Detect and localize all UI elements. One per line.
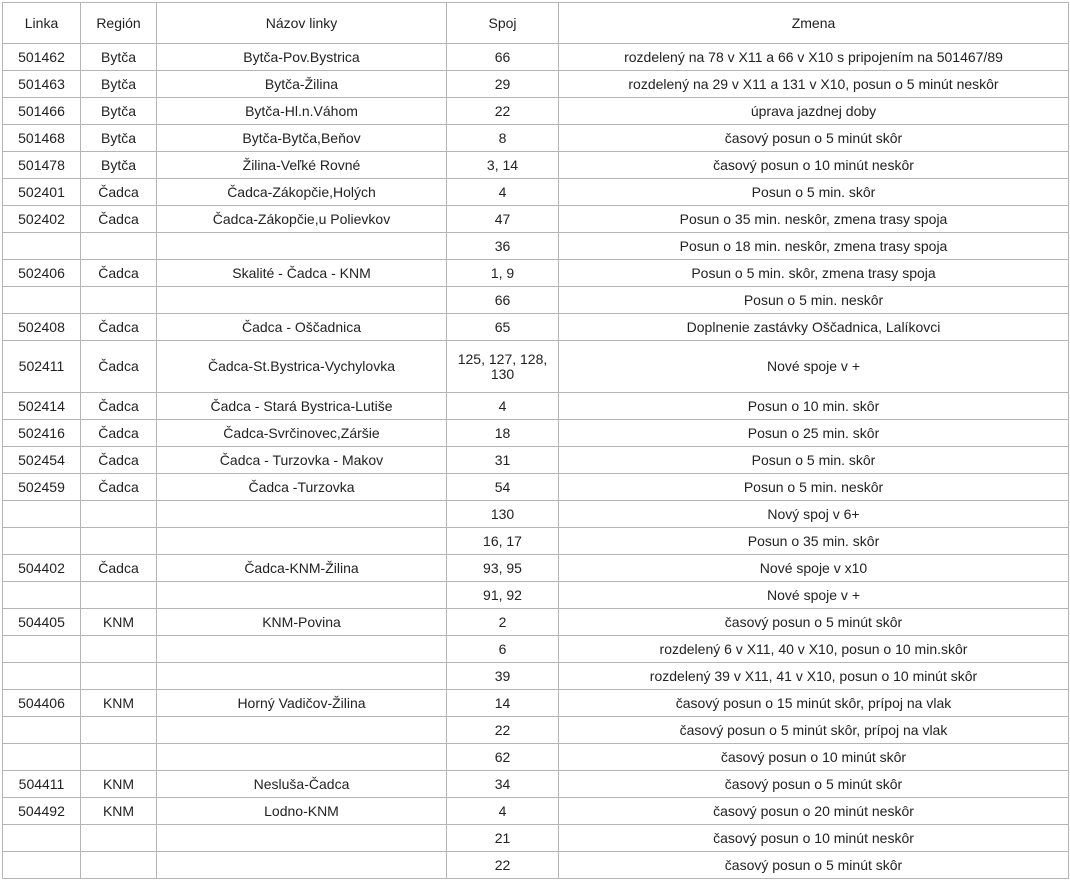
cell-linka: 502401 <box>3 179 81 206</box>
table-row <box>3 555 1069 582</box>
cell-nazov-linky <box>157 825 447 852</box>
cell-region: Čadca <box>81 420 157 447</box>
cell-spoj: 130 <box>447 501 559 528</box>
cell-nazov-linky <box>157 287 447 314</box>
cell-zmena: časový posun o 5 minút skôr <box>559 125 1069 152</box>
cell-spoj: 3, 14 <box>447 152 559 179</box>
cell-region: KNM <box>81 771 157 798</box>
cell-linka: 502416 <box>3 420 81 447</box>
cell-zmena: časový posun o 5 minút skôr <box>559 609 1069 636</box>
table-row <box>3 717 1069 744</box>
cell-linka: 504405 <box>3 609 81 636</box>
cell-spoj: 66 <box>447 44 559 71</box>
cell-zmena: Posun o 5 min. skôr <box>559 447 1069 474</box>
cell-spoj: 29 <box>447 71 559 98</box>
table-row <box>3 663 1069 690</box>
cell-region: Bytča <box>81 98 157 125</box>
cell-spoj: 125, 127, 128, 130 <box>447 341 559 393</box>
cell-linka <box>3 582 81 609</box>
cell-linka: 501468 <box>3 125 81 152</box>
table-row <box>3 44 1069 71</box>
table-row <box>3 582 1069 609</box>
cell-region <box>81 717 157 744</box>
cell-linka <box>3 852 81 879</box>
cell-nazov-linky: Čadca-St.Bystrica-Vychylovka <box>157 341 447 393</box>
cell-nazov-linky <box>157 744 447 771</box>
table-row <box>3 152 1069 179</box>
cell-zmena: Doplnenie zastávky Oščadnica, Lalíkovci <box>559 314 1069 341</box>
cell-linka <box>3 717 81 744</box>
cell-spoj: 22 <box>447 717 559 744</box>
cell-linka: 502408 <box>3 314 81 341</box>
cell-zmena: časový posun o 20 minút neskôr <box>559 798 1069 825</box>
table-row <box>3 314 1069 341</box>
cell-linka <box>3 825 81 852</box>
cell-zmena: Nové spoje v + <box>559 341 1069 393</box>
table-row <box>3 852 1069 879</box>
cell-nazov-linky: Bytča-Hl.n.Váhom <box>157 98 447 125</box>
table-row <box>3 798 1069 825</box>
cell-zmena: Posun o 5 min. neskôr <box>559 474 1069 501</box>
table-row <box>3 744 1069 771</box>
cell-linka: 504411 <box>3 771 81 798</box>
cell-linka: 501478 <box>3 152 81 179</box>
cell-region: Čadca <box>81 555 157 582</box>
cell-linka <box>3 501 81 528</box>
header-nazov-linky: Názov linky <box>157 3 447 44</box>
cell-spoj: 93, 95 <box>447 555 559 582</box>
cell-nazov-linky: Bytča-Žilina <box>157 71 447 98</box>
cell-linka <box>3 233 81 260</box>
table-row <box>3 179 1069 206</box>
cell-spoj: 47 <box>447 206 559 233</box>
cell-zmena: Posun o 18 min. neskôr, zmena trasy spoja <box>559 233 1069 260</box>
cell-spoj: 14 <box>447 690 559 717</box>
cell-nazov-linky: KNM-Povina <box>157 609 447 636</box>
table-row <box>3 420 1069 447</box>
cell-spoj: 34 <box>447 771 559 798</box>
cell-spoj: 4 <box>447 393 559 420</box>
cell-linka: 504402 <box>3 555 81 582</box>
cell-region: Čadca <box>81 206 157 233</box>
cell-region <box>81 636 157 663</box>
cell-region: Čadca <box>81 260 157 287</box>
cell-zmena: Posun o 25 min. skôr <box>559 420 1069 447</box>
cell-nazov-linky <box>157 501 447 528</box>
cell-linka: 502454 <box>3 447 81 474</box>
cell-spoj: 31 <box>447 447 559 474</box>
cell-nazov-linky: Lodno-KNM <box>157 798 447 825</box>
cell-nazov-linky <box>157 528 447 555</box>
cell-nazov-linky: Čadca-Svrčinovec,Záršie <box>157 420 447 447</box>
table-row <box>3 287 1069 314</box>
cell-region <box>81 582 157 609</box>
cell-region: Čadca <box>81 314 157 341</box>
cell-linka <box>3 663 81 690</box>
cell-zmena: časový posun o 5 minút skôr <box>559 852 1069 879</box>
cell-region <box>81 663 157 690</box>
cell-spoj: 22 <box>447 852 559 879</box>
cell-nazov-linky <box>157 582 447 609</box>
cell-zmena: časový posun o 15 minút skôr, prípoj na vlak <box>559 690 1069 717</box>
cell-linka: 504492 <box>3 798 81 825</box>
cell-zmena: Posun o 10 min. skôr <box>559 393 1069 420</box>
cell-zmena: časový posun o 5 minút skôr <box>559 771 1069 798</box>
cell-linka: 502459 <box>3 474 81 501</box>
cell-linka: 502406 <box>3 260 81 287</box>
cell-zmena: úprava jazdnej doby <box>559 98 1069 125</box>
cell-region <box>81 233 157 260</box>
header-region: Región <box>81 3 157 44</box>
cell-nazov-linky <box>157 636 447 663</box>
cell-region: Čadca <box>81 179 157 206</box>
cell-linka <box>3 744 81 771</box>
cell-nazov-linky: Žilina-Veľké Rovné <box>157 152 447 179</box>
table-row <box>3 474 1069 501</box>
table-row <box>3 206 1069 233</box>
cell-nazov-linky: Čadca - Oščadnica <box>157 314 447 341</box>
cell-region: Čadca <box>81 474 157 501</box>
cell-zmena: Posun o 5 min. neskôr <box>559 287 1069 314</box>
cell-spoj: 66 <box>447 287 559 314</box>
table-row <box>3 98 1069 125</box>
cell-spoj: 36 <box>447 233 559 260</box>
cell-region: Bytča <box>81 125 157 152</box>
cell-linka <box>3 528 81 555</box>
cell-region: KNM <box>81 690 157 717</box>
cell-spoj: 22 <box>447 98 559 125</box>
cell-region: Čadca <box>81 447 157 474</box>
table-row <box>3 825 1069 852</box>
cell-zmena: Nové spoje v + <box>559 582 1069 609</box>
cell-spoj: 54 <box>447 474 559 501</box>
schedule-changes-table <box>2 2 1069 879</box>
table-row <box>3 71 1069 98</box>
cell-linka: 501466 <box>3 98 81 125</box>
cell-nazov-linky <box>157 233 447 260</box>
cell-linka: 501462 <box>3 44 81 71</box>
cell-nazov-linky <box>157 717 447 744</box>
table-row <box>3 771 1069 798</box>
table-row <box>3 501 1069 528</box>
table-row <box>3 609 1069 636</box>
cell-nazov-linky: Čadca-KNM-Žilina <box>157 555 447 582</box>
cell-spoj: 1, 9 <box>447 260 559 287</box>
cell-linka: 502414 <box>3 393 81 420</box>
cell-zmena: rozdelený na 78 v X11 a 66 v X10 s pripojením na 501467/89 <box>559 44 1069 71</box>
cell-zmena: časový posun o 10 minút neskôr <box>559 152 1069 179</box>
cell-zmena: Posun o 35 min. skôr <box>559 528 1069 555</box>
cell-nazov-linky <box>157 663 447 690</box>
cell-nazov-linky: Bytča-Bytča,Beňov <box>157 125 447 152</box>
cell-region: Bytča <box>81 152 157 179</box>
cell-nazov-linky: Čadca - Turzovka - Makov <box>157 447 447 474</box>
table-row <box>3 125 1069 152</box>
cell-region <box>81 501 157 528</box>
cell-spoj: 4 <box>447 179 559 206</box>
cell-linka <box>3 636 81 663</box>
cell-spoj: 8 <box>447 125 559 152</box>
cell-spoj: 65 <box>447 314 559 341</box>
cell-zmena: Posun o 5 min. skôr, zmena trasy spoja <box>559 260 1069 287</box>
table-row <box>3 341 1069 393</box>
cell-spoj: 4 <box>447 798 559 825</box>
cell-linka: 504406 <box>3 690 81 717</box>
cell-nazov-linky: Čadca-Zákopčie,u Polievkov <box>157 206 447 233</box>
cell-region: KNM <box>81 798 157 825</box>
cell-linka <box>3 287 81 314</box>
header-row <box>3 3 1069 44</box>
table-row <box>3 260 1069 287</box>
cell-nazov-linky <box>157 852 447 879</box>
cell-nazov-linky: Čadca - Stará Bystrica-Lutiše <box>157 393 447 420</box>
cell-spoj: 91, 92 <box>447 582 559 609</box>
cell-region <box>81 528 157 555</box>
cell-nazov-linky: Horný Vadičov-Žilina <box>157 690 447 717</box>
cell-zmena: rozdelený na 29 v X11 a 131 v X10, posun o 5 minút neskôr <box>559 71 1069 98</box>
cell-nazov-linky: Skalité - Čadca - KNM <box>157 260 447 287</box>
cell-zmena: časový posun o 5 minút skôr, prípoj na vlak <box>559 717 1069 744</box>
cell-spoj: 18 <box>447 420 559 447</box>
table-row <box>3 528 1069 555</box>
cell-spoj: 21 <box>447 825 559 852</box>
cell-region: Čadca <box>81 341 157 393</box>
cell-nazov-linky: Čadca-Zákopčie,Holých <box>157 179 447 206</box>
cell-region <box>81 825 157 852</box>
cell-zmena: Nové spoje v x10 <box>559 555 1069 582</box>
header-spoj: Spoj <box>447 3 559 44</box>
cell-zmena: rozdelený 6 v X11, 40 v X10, posun o 10 min.skôr <box>559 636 1069 663</box>
cell-linka: 501463 <box>3 71 81 98</box>
table-row <box>3 393 1069 420</box>
cell-nazov-linky: Bytča-Pov.Bystrica <box>157 44 447 71</box>
cell-zmena: časový posun o 10 minút skôr <box>559 744 1069 771</box>
cell-zmena: časový posun o 10 minút neskôr <box>559 825 1069 852</box>
cell-region: Čadca <box>81 393 157 420</box>
cell-region <box>81 852 157 879</box>
cell-region: Bytča <box>81 71 157 98</box>
cell-zmena: Posun o 35 min. neskôr, zmena trasy spoja <box>559 206 1069 233</box>
cell-spoj: 39 <box>447 663 559 690</box>
cell-region: KNM <box>81 609 157 636</box>
table-row <box>3 447 1069 474</box>
table-row <box>3 636 1069 663</box>
cell-zmena: Posun o 5 min. skôr <box>559 179 1069 206</box>
cell-region <box>81 287 157 314</box>
cell-spoj: 6 <box>447 636 559 663</box>
cell-nazov-linky: Čadca -Turzovka <box>157 474 447 501</box>
cell-region <box>81 744 157 771</box>
cell-nazov-linky: Nesluša-Čadca <box>157 771 447 798</box>
table-row <box>3 690 1069 717</box>
cell-zmena: rozdelený 39 v X11, 41 v X10, posun o 10 minút skôr <box>559 663 1069 690</box>
header-linka: Linka <box>3 3 81 44</box>
cell-linka: 502402 <box>3 206 81 233</box>
table-row <box>3 233 1069 260</box>
cell-zmena: Nový spoj v 6+ <box>559 501 1069 528</box>
cell-spoj: 16, 17 <box>447 528 559 555</box>
header-zmena: Zmena <box>559 3 1069 44</box>
cell-linka: 502411 <box>3 341 81 393</box>
cell-region: Bytča <box>81 44 157 71</box>
cell-spoj: 62 <box>447 744 559 771</box>
cell-spoj: 2 <box>447 609 559 636</box>
